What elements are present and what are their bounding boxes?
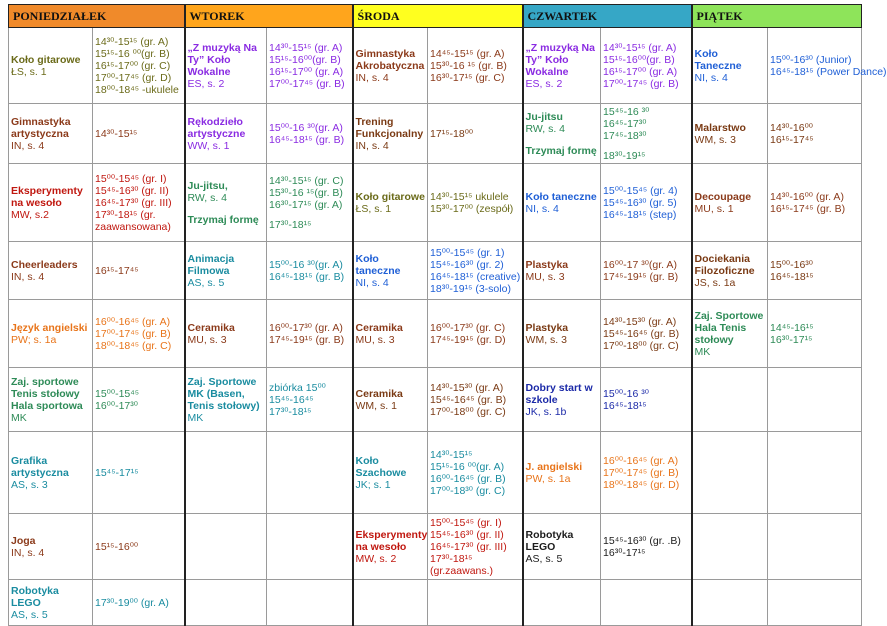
time-slot: 15⁴⁵-16³⁰ (gr. II) [95,184,169,197]
time-slot: 16³⁰-17¹⁵ (gr. A) [269,198,343,211]
activity-name: Gimnastyka Akrobatyczna [355,47,425,72]
activity-cell [9,104,93,164]
activity-times-cell [93,28,185,104]
activity-room: MU, s. 3 [355,333,395,346]
time-slot: 15⁰⁰-15⁴⁵ [95,387,140,400]
activity-room: RW, s. 4 [187,191,227,204]
schedule-row [9,164,862,242]
activity-room: ŁS, s. 1 [11,65,47,78]
activity-cell [353,164,428,242]
activity-times-cell [768,28,887,104]
time-slot: 15⁰⁰-16 ³⁰(gr. A) [269,258,343,271]
time-slot: 15⁴⁵-16⁴⁵ (gr. B) [430,393,507,406]
activity-name: Dobry start w szkole [525,381,593,406]
activity-room: WW, s. 1 [187,139,230,152]
activity-name: Plastyka [525,258,569,271]
time-slot: 18³⁰-19¹⁵ (3-solo) [430,282,511,295]
time-slot: 14⁴⁵-16¹⁵ [770,321,814,334]
activity-cell [9,514,93,580]
activity-name: „Z muzyką Na Ty” Koło Wokalne [187,41,257,78]
time-slot: 16⁴⁵-18¹⁵ (Power Dance) [770,65,887,78]
time-slot: 14³⁰-16⁰⁰ [770,121,814,134]
activity-cell [185,104,267,164]
time-slot: 14³⁰-15¹⁵ (gr. C) [269,174,344,187]
activity-room: IN, s. 4 [355,139,389,152]
activity-times-cell [267,300,353,368]
activity-name: Język angielski [11,321,88,334]
schedule-row [9,242,862,300]
activity-name: Trzymaj formę [187,213,259,226]
activity-times-cell [428,28,523,104]
activity-name: Cheerleaders [11,258,78,271]
activity-name: Ceramika [355,387,403,400]
activity-room: ŁS, s. 1 [355,202,392,215]
activity-times-cell [93,164,185,242]
activity-times-cell [267,432,353,514]
time-slot: 17⁰⁰-18⁰⁰ (gr. C) [603,339,679,352]
time-slot: 16¹⁵-17⁰⁰ (gr. A) [269,65,344,78]
time-slot: 17⁴⁵-18³⁰ [603,129,647,142]
time-slot: 17⁰⁰-17⁴⁵ (gr. B) [95,327,171,340]
time-slot: 15⁴⁵-16⁴⁵ (gr. B) [603,327,680,340]
time-slot: 15⁰⁰-16³⁰ (Junior) [770,53,852,66]
activity-times-cell [93,104,185,164]
activity-name: J. angielski [525,460,583,473]
activity-name: Koło gitarowe [11,53,81,66]
time-slot: 16⁰⁰-17³⁰ (gr. A) [269,321,343,334]
time-slot: 17⁰⁰-18⁰⁰ (gr. C) [430,405,506,418]
time-slot: 15⁴⁵-17¹⁵ [95,466,139,479]
activity-room: MK [187,411,204,424]
activity-times-cell [601,580,692,626]
activity-cell [185,28,267,104]
activity-times-cell [768,164,862,242]
time-slot: 14³⁰-15¹⁵ [430,448,473,461]
activity-name: Animacja Filmowa [187,252,235,277]
day-header-4: CZWARTEK [523,5,692,28]
activity-room: WM, s. 3 [694,133,736,146]
time-slot: 16⁴⁵-18¹⁵ (gr. B) [269,270,345,283]
time-slot: 17⁰⁰-17⁴⁵ (gr. B) [269,77,345,90]
activity-cell [353,104,428,164]
time-slot: 16⁰⁰-16⁴⁵ (gr. A) [603,454,679,467]
time-slot: 17⁴⁵-19¹⁵ (gr. B) [269,333,345,346]
activity-name: Koło Szachowe [355,454,407,479]
time-slot: 17¹⁵-18⁰⁰ [430,127,474,140]
activity-name: Malarstwo [694,121,746,134]
activity-times-cell [93,514,185,580]
activity-room: MK [11,411,27,424]
time-slot: 16⁴⁵-18¹⁵ (creative) [430,270,521,283]
activity-cell [353,432,428,514]
activity-cell [9,164,93,242]
activity-times-cell [768,580,862,626]
time-slot: 17³⁰-18¹⁵ (gr. [95,208,156,221]
activity-cell [692,300,768,368]
activity-name: Eksperymenty na wesoło [11,184,83,209]
time-slot: 15⁰⁰-16 ³⁰ [603,387,649,400]
time-slot: 16⁰⁰-16⁴⁵ (gr. B) [430,472,506,485]
activity-name: Zaj. Sportowe MK (Basen, Tenis stołowy) [187,375,260,412]
activity-cell [185,242,267,300]
time-slot: 16⁰⁰-17³⁰ (gr. C) [430,321,506,334]
time-slot: 17³⁰-18¹⁵ [269,218,312,231]
activity-room: AS, s. 5 [525,552,563,565]
activity-cell [185,164,267,242]
time-slot: 15¹⁵-16⁰⁰ [95,540,139,553]
time-slot: 15⁴⁵-16³⁰ (gr. 5) [603,196,677,209]
time-slot: 17³⁰-18¹⁵ [269,405,312,418]
activity-times-cell [768,300,862,368]
time-slot: 15¹⁵-16 ⁰⁰(gr. A) [430,460,505,473]
activity-cell [9,242,93,300]
time-slot: 16¹⁵-17⁴⁵ [95,264,139,277]
time-slot: 17³⁰-19⁰⁰ (gr. A) [95,596,169,609]
time-slot: 14⁴⁵-15¹⁵ (gr. A) [430,47,505,60]
activity-cell [185,368,267,432]
time-slot: 15⁴⁵-16³⁰ (gr. 2) [430,258,504,271]
schedule-row [9,28,862,104]
activity-times-cell [601,514,692,580]
time-slot: 16¹⁵-17⁰⁰ (gr. A) [603,65,678,78]
time-slot: 16⁴⁵-18¹⁵ [770,270,814,283]
activity-cell [692,432,768,514]
activity-name: Koło gitarowe [355,190,425,203]
weekly-schedule-table [8,4,887,626]
activity-cell [523,104,601,164]
time-slot: 15⁴⁵-16⁴⁵ [269,393,314,406]
time-slot: 16¹⁵-17⁴⁵ (gr. B) [770,202,846,215]
activity-times-cell [768,104,862,164]
activity-room: WM, s. 1 [355,399,397,412]
activity-times-cell [768,242,862,300]
activity-times-cell [601,28,692,104]
time-slot: 15⁰⁰-16³⁰ [770,258,814,271]
time-slot: 17⁰⁰-17⁴⁵ (gr. B) [603,466,679,479]
activity-cell [692,242,768,300]
time-slot: 14³⁰-15¹⁵ ukulele [430,190,509,203]
time-slot: 15¹⁵-16⁰⁰(gr. B) [603,53,675,66]
activity-name: Ju-jitsu [525,110,563,123]
schedule-row [9,368,862,432]
activity-times-cell [601,300,692,368]
activity-name: „Z muzyką Na Ty” Koło Wokalne [525,41,595,78]
time-slot: 16³⁰-17¹⁵ [603,546,646,559]
activity-name: Grafika artystyczna [11,454,69,479]
activity-cell [185,432,267,514]
time-slot: 15⁰⁰-15⁴⁵ (gr. I) [95,172,167,185]
time-slot: 14³⁰-15¹⁵ (gr. A) [269,41,343,54]
time-slot: 17⁴⁵-19¹⁵ (gr. D) [430,333,506,346]
activity-cell [353,242,428,300]
activity-cell [523,580,601,626]
activity-room: NI, s. 4 [355,276,389,289]
activity-room: JK; s. 1 [355,478,391,491]
activity-name: Plastyka [525,321,569,334]
activity-name: Ceramika [355,321,403,334]
activity-name: Koło taneczne [355,252,401,277]
day-header-row [9,5,862,28]
time-slot: 17⁰⁰-18³⁰ (gr. C) [430,484,506,497]
activity-times-cell [601,164,692,242]
activity-room: PW; s. 1a [11,333,57,346]
time-slot: 16⁰⁰-16⁴⁵ (gr. A) [95,315,171,328]
activity-room: MU, s. 1 [694,202,734,215]
time-slot: 16¹⁵-17⁰⁰ (gr. C) [95,59,171,72]
activity-cell [353,300,428,368]
time-slot: 15⁴⁵-16 ³⁰ [603,105,650,118]
time-slot: 15³⁰-16 ¹⁵(gr. B) [269,186,343,199]
activity-cell [523,300,601,368]
activity-name: Robotyka LEGO [11,584,59,609]
activity-room: RW, s. 4 [525,122,566,135]
activity-cell [523,242,601,300]
activity-room: ES, s. 2 [187,77,225,90]
time-slot: 14³⁰-15³⁰ (gr. A) [603,315,677,328]
activity-name: Eksperymenty na wesoło [355,528,428,553]
day-header-1: PONIEDZIAŁEK [9,5,185,28]
time-slot: 15¹⁵-16⁰⁰(gr. B) [269,53,341,66]
activity-cell [353,28,428,104]
activity-room: MU, s. 3 [525,270,565,283]
activity-times-cell [267,368,353,432]
time-slot: 16⁴⁵-18¹⁵ (step) [603,208,677,221]
time-slot: 16⁴⁵-17³⁰ (gr. III) [430,540,507,553]
activity-times-cell [267,580,353,626]
time-slot: 16⁰⁰-17³⁰ [95,399,138,412]
activity-room: MU, s. 3 [187,333,227,346]
time-slot: 15³⁰-16 ¹⁵ (gr. B) [430,59,507,72]
activity-room: MK [694,345,711,358]
activity-times-cell [428,104,523,164]
activity-room: MW, s.2 [11,208,49,221]
time-slot: 18³⁰-19¹⁵ [603,149,646,162]
activity-cell [9,432,93,514]
activity-cell [523,514,601,580]
schedule-row [9,580,862,626]
time-slot: 16¹⁵-17⁴⁵ [770,133,814,146]
activity-times-cell [93,368,185,432]
activity-times-cell [267,28,353,104]
time-slot: (gr.zaawans.) [430,564,494,577]
activity-cell [353,368,428,432]
activity-times-cell [768,514,862,580]
activity-cell [523,164,601,242]
activity-room: IN, s. 4 [11,139,45,152]
time-slot: 14³⁰-15³⁰ (gr. A) [430,381,504,394]
time-slot: 15⁰⁰-16 ³⁰(gr. A) [269,121,343,134]
activity-room: AS, s. 5 [11,608,48,621]
activity-times-cell [93,432,185,514]
activity-room: IN, s. 4 [11,546,45,559]
activity-times-cell [267,104,353,164]
activity-room: NI, s. 4 [525,202,559,215]
activity-name: Gimnastyka artystyczna [11,115,71,140]
time-slot: 16⁴⁵-18¹⁵ (gr. B) [269,133,345,146]
time-slot: 15⁴⁵-16³⁰ (gr. II) [430,528,504,541]
schedule-row [9,514,862,580]
schedule-row [9,300,862,368]
time-slot: 15⁰⁰-15⁴⁵ (gr. 4) [603,184,678,197]
time-slot: 16⁰⁰-17 ³⁰(gr. A) [603,258,677,271]
activity-times-cell [93,580,185,626]
time-slot: 17⁰⁰-17⁴⁵ (gr. D) [95,71,172,84]
activity-times-cell [601,104,692,164]
activity-name: Dociekania Filozoficzne [694,252,755,277]
activity-times-cell [267,164,353,242]
activity-times-cell [428,368,523,432]
activity-name: Ceramika [187,321,235,334]
activity-times-cell [428,580,523,626]
activity-cell [185,514,267,580]
activity-room: WM, s. 3 [525,333,567,346]
activity-times-cell [428,164,523,242]
activity-name: Trzymaj formę [525,144,597,157]
time-slot: 15¹⁵-16 ⁰⁰(gr. B) [95,47,170,60]
time-slot: 15³⁰-17⁰⁰ (zespół) [430,202,514,215]
activity-cell [185,300,267,368]
activity-cell [692,580,768,626]
day-header-2: WTOREK [185,5,353,28]
activity-room: JK, s. 1b [525,405,567,418]
activity-name: Joga [11,534,36,547]
activity-name: Koło Taneczne [694,47,742,72]
activity-room: NI, s. 4 [694,71,728,84]
activity-name: Zaj. Sportowe Hala Tenis stołowy [694,309,764,346]
activity-times-cell [428,514,523,580]
activity-times-cell [428,432,523,514]
activity-name: Zaj. sportowe Tenis stołowy Hala sportowa [11,375,83,412]
time-slot: 18⁰⁰-18⁴⁵ (gr. D) [603,478,680,491]
time-slot: 14³⁰-15¹⁵ (gr. A) [603,41,677,54]
activity-times-cell [267,514,353,580]
schedule-row [9,432,862,514]
activity-name: Rękodzieło artystyczne [187,115,246,140]
time-slot: 17³⁰-18¹⁵ [430,552,473,565]
activity-cell [692,368,768,432]
activity-name: Trening Funkcjonalny [355,115,424,140]
activity-cell [523,28,601,104]
time-slot: 18⁰⁰-18⁴⁵ -ukulele [95,83,179,96]
activity-room: AS, s. 3 [11,478,48,491]
time-slot: 16³⁰-17¹⁵ [770,333,813,346]
activity-times-cell [428,242,523,300]
activity-room: PW, s. 1a [525,472,571,485]
activity-cell [692,28,768,104]
activity-cell [523,368,601,432]
activity-cell [9,300,93,368]
activity-cell [353,580,428,626]
activity-name: Decoupage [694,190,752,203]
activity-cell [9,580,93,626]
time-slot: 17⁰⁰-17⁴⁵ (gr. B) [603,77,679,90]
activity-name: Robotyka LEGO [525,528,574,553]
activity-cell [185,580,267,626]
activity-cell [523,432,601,514]
time-slot: 16⁴⁵-17³⁰ [603,117,647,130]
activity-room: ES, s. 2 [525,77,563,90]
activity-cell [692,164,768,242]
time-slot: zbiórka 15⁰⁰ [269,381,326,394]
activity-times-cell [93,242,185,300]
activity-room: AS, s. 5 [187,276,225,289]
schedule-row [9,104,862,164]
time-slot: 14³⁰-15¹⁵ [95,127,138,140]
activity-room: IN, s. 4 [355,71,389,84]
time-slot: 14³⁰-16⁰⁰ (gr. A) [770,190,844,203]
activity-cell [353,514,428,580]
activity-times-cell [601,432,692,514]
activity-times-cell [768,368,862,432]
time-slot: 15⁰⁰-15⁴⁵ (gr. 1) [430,246,505,259]
activity-cell [9,28,93,104]
time-slot: 17⁴⁵-19¹⁵ (gr. B) [603,270,679,283]
activity-times-cell [601,368,692,432]
activity-cell [9,368,93,432]
activity-cell [692,514,768,580]
activity-name: Ju-jitsu, [187,179,228,192]
activity-times-cell [93,300,185,368]
day-header-3: ŚRODA [353,5,523,28]
time-slot: zaawansowana) [95,220,171,233]
activity-times-cell [428,300,523,368]
activity-room: MW, s. 2 [355,552,397,565]
activity-cell [692,104,768,164]
time-slot: 16⁴⁵-17³⁰ (gr. III) [95,196,172,209]
time-slot: 14³⁰-15¹⁵ (gr. A) [95,35,169,48]
day-header-5: PIĄTEK [692,5,862,28]
time-slot: 16⁴⁵-18¹⁵ [603,399,647,412]
activity-name: Koło taneczne [525,190,597,203]
activity-times-cell [768,432,862,514]
schedule-body [9,28,887,626]
time-slot: 15⁴⁵-16³⁰ (gr. .B) [603,534,681,547]
time-slot: 16³⁰-17¹⁵ (gr. C) [430,71,505,84]
time-slot: 15⁰⁰-15⁴⁵ (gr. I) [430,516,502,529]
activity-room: IN, s. 4 [11,270,45,283]
activity-times-cell [601,242,692,300]
activity-room: JS, s. 1a [694,276,736,289]
activity-times-cell [267,242,353,300]
time-slot: 18⁰⁰-18⁴⁵ (gr. C) [95,339,172,352]
